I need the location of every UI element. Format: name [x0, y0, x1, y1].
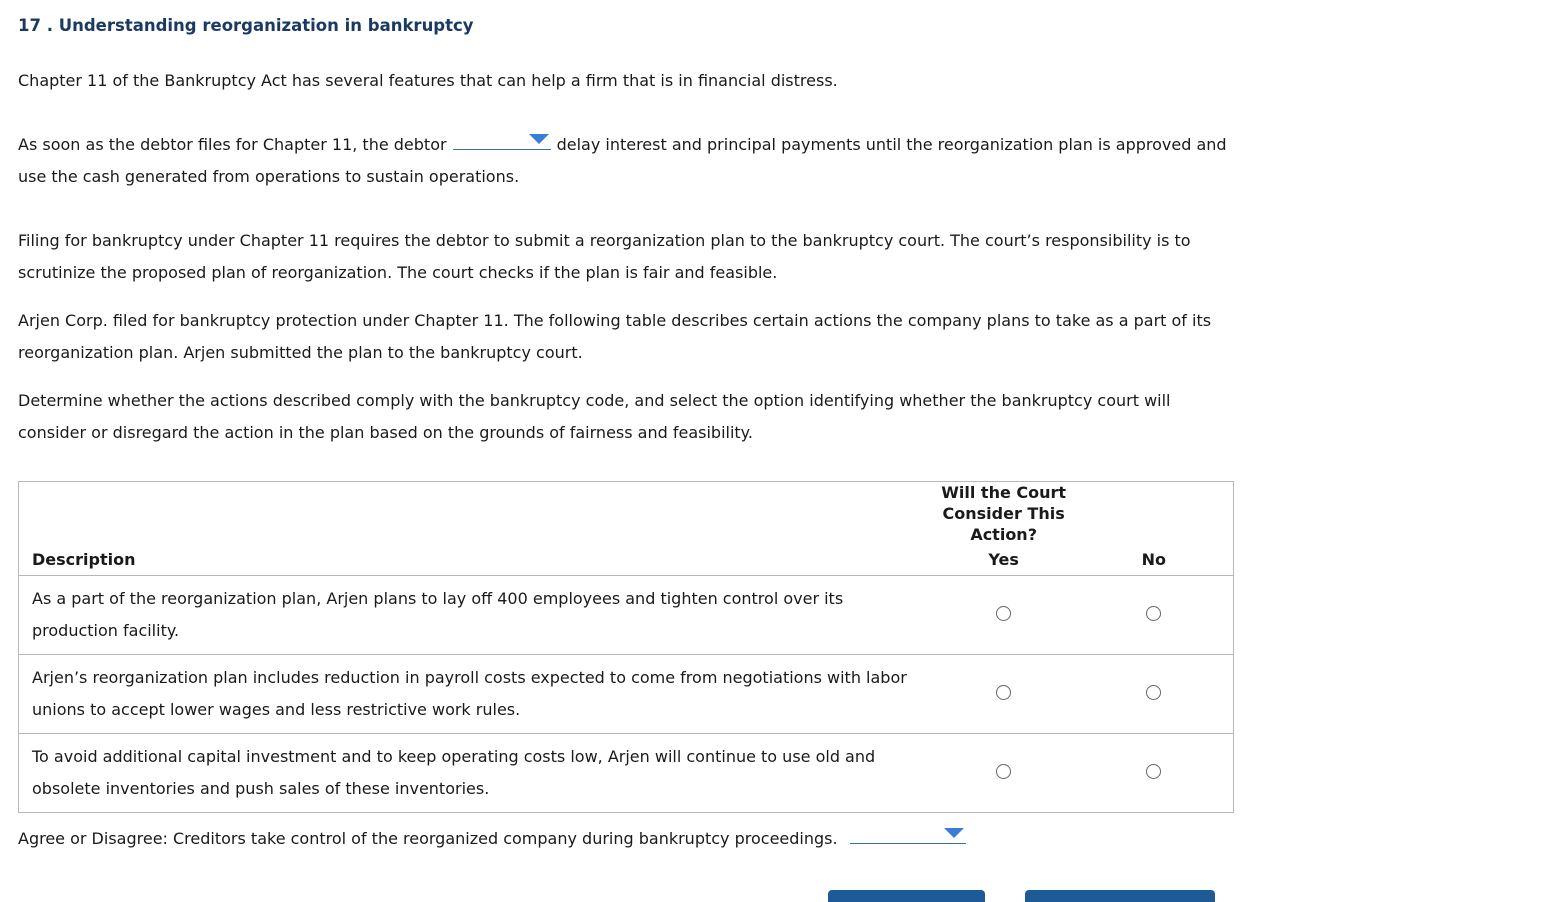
chevron-down-icon — [944, 828, 964, 838]
table-row — [19, 734, 1234, 813]
determine-paragraph: Determine whether the actions described comply with the bankruptcy code, and select the option identifying whether the bankruptcy court will consider or disregard the action in the plan based on the grounds of fairness and feasibility. — [18, 391, 1171, 442]
yes-cell — [933, 734, 1075, 813]
continue-button[interactable] — [1025, 890, 1215, 902]
yes-cell — [933, 576, 1075, 655]
row-description: As a part of the reorganization plan, Arjen plans to lay off 400 employees and tighten control over its production facility. — [19, 576, 933, 655]
table-row — [19, 576, 1234, 655]
actions-table — [18, 481, 1234, 813]
row-description: To avoid additional capital investment and to keep operating costs low, Arjen will continue to use old and obsolete inventories and push sales of these inventories. — [19, 734, 933, 813]
no-label: No — [1141, 550, 1166, 569]
no-radio[interactable] — [1146, 685, 1161, 700]
court-consider-header: Will the Court Consider This Action? — [941, 483, 1067, 544]
chapter11-sentence — [18, 129, 1243, 193]
agree-question — [18, 823, 1243, 855]
yes-header — [933, 482, 1075, 576]
agree-disagree-dropdown[interactable] — [850, 823, 966, 844]
filing-paragraph: Filing for bankruptcy under Chapter 11 requires the debtor to submit a reorganization plan to the bankruptcy court. The court’s responsibility is to scrutinize the proposed plan of reorganization. The court checks if the plan is fair and feasible. — [18, 231, 1191, 282]
description-header: Description — [32, 550, 136, 569]
row-description: Arjen’s reorganization plan includes reduction in payroll costs expected to come from negotiations with labor unions to accept lower wages and less restrictive work rules. — [19, 655, 933, 734]
yes-radio[interactable] — [996, 764, 1011, 779]
yes-label: Yes — [988, 550, 1019, 569]
no-cell — [1075, 734, 1234, 813]
chevron-down-icon — [529, 134, 549, 144]
arjen-paragraph: Arjen Corp. filed for bankruptcy protection under Chapter 11. The following table describes certain actions the company plans to take as a part of its reorganization plan. Arjen submitted the plan to the bankruptcy court. — [18, 311, 1212, 362]
debtor-action-dropdown[interactable] — [453, 129, 551, 150]
question-title: 17 . Understanding reorganization in bankruptcy — [18, 16, 474, 35]
no-radio[interactable] — [1146, 764, 1161, 779]
yes-radio[interactable] — [996, 685, 1011, 700]
intro-text: Chapter 11 of the Bankruptcy Act has several features that can help a firm that is in financial distress. — [18, 71, 838, 90]
yes-cell — [933, 655, 1075, 734]
no-cell — [1075, 576, 1234, 655]
yes-radio[interactable] — [996, 606, 1011, 621]
sentence-before: As soon as the debtor files for Chapter 11, the debtor — [18, 135, 447, 154]
no-header — [1075, 482, 1234, 576]
no-cell — [1075, 655, 1234, 734]
agree-prompt: Agree or Disagree: Creditors take control of the reorganized company during bankruptcy proceedings. — [18, 829, 838, 848]
no-radio[interactable] — [1146, 606, 1161, 621]
table-header-row — [19, 482, 1234, 576]
sentence-after-1: delay interest and principal payments until the reorganization plan is approved and — [556, 135, 1227, 154]
grade-it-button[interactable] — [828, 890, 985, 902]
sentence-after-2: use the cash generated from operations to sustain operations. — [18, 167, 520, 186]
table-row — [19, 655, 1234, 734]
